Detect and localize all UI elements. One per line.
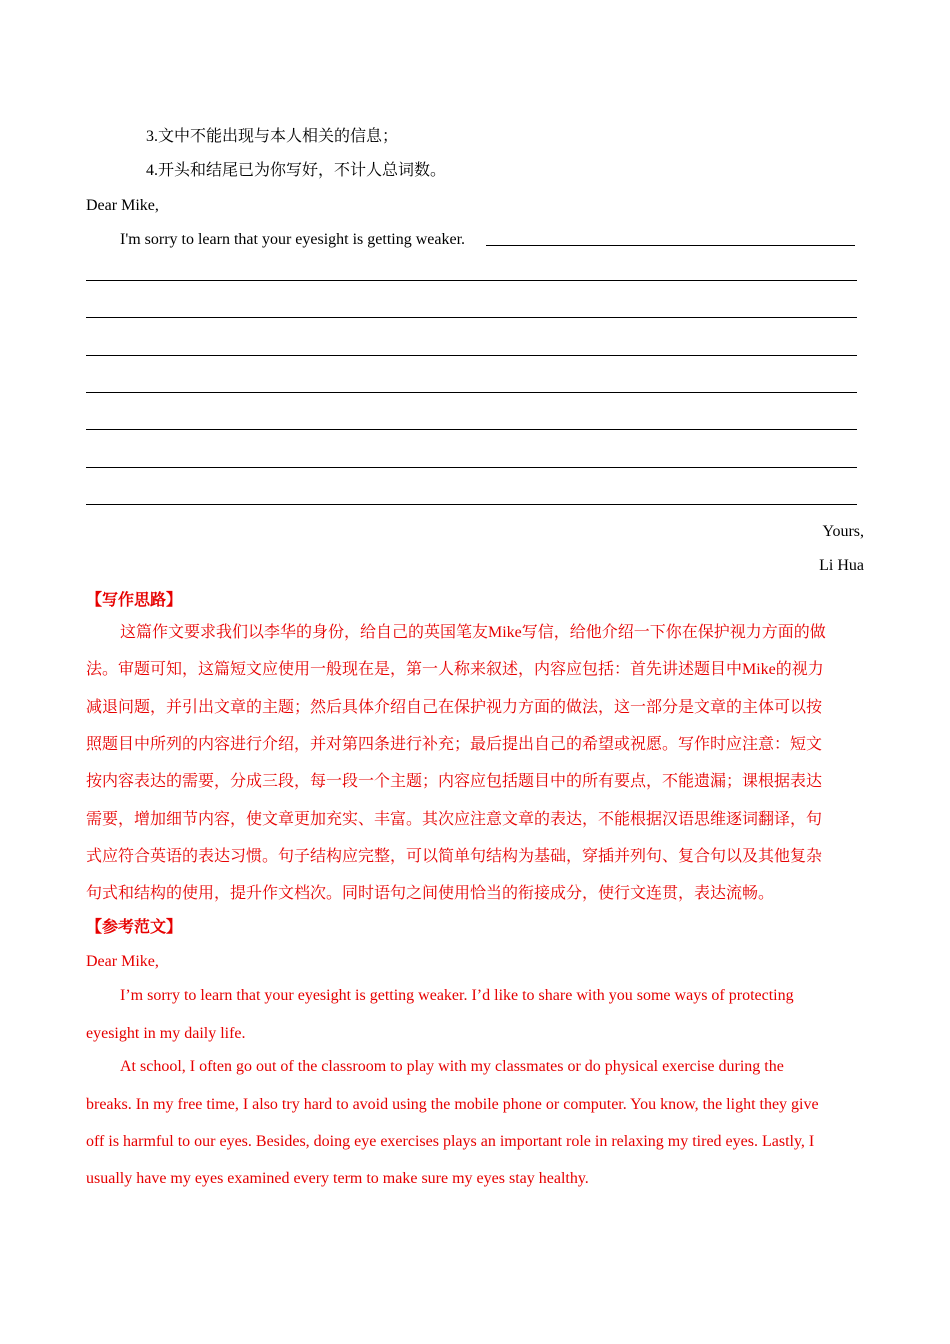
writing-line[interactable] [86,280,857,281]
analysis-line: 式应符合英语的表达习惯。句子结构应完整，可以简单句结构为基础，穿插并列句、复合句以及其他复杂 [86,848,823,865]
writing-line[interactable] [86,317,857,318]
sample-line: I’m sorry to learn that your eyesight is getting weaker. I’d like to share with you some ways of protecting [120,987,794,1004]
requirement-item-3: 3.文中不能出现与本人相关的信息； [146,128,399,145]
writing-line[interactable] [486,245,855,246]
sample-line: At school, I often go out of the classroom to play with my classmates or do physical exercise during the [120,1058,784,1075]
analysis-line: 这篇作文要求我们以李华的身份，给自己的英国笔友Mike写信，给他介绍一下你在保护视力方面的做 [120,624,826,641]
writing-line[interactable] [86,429,857,430]
writing-line[interactable] [86,355,857,356]
sample-salutation: Dear Mike, [86,953,159,970]
requirement-item-4: 4.开头和结尾已为你写好，不计人总词数。 [146,162,447,179]
analysis-heading: 【写作思路】 [86,592,183,609]
analysis-line: 照题目中所列的内容进行介绍，并对第四条进行补充；最后提出自己的希望或祝愿。写作时应注意：短文 [86,736,823,753]
analysis-line: 按内容表达的需要，分成三段，每一段一个主题；内容应包括题目中的所有要点，不能遗漏；课根据表达 [86,773,823,790]
letter-opening: I'm sorry to learn that your eyesight is getting weaker. [120,231,466,248]
letter-closing: Yours, [822,523,864,540]
writing-line[interactable] [86,392,857,393]
analysis-line: 需要，增加细节内容，使文章更加充实、丰富。其次应注意文章的表达，不能根据汉语思维逐词翻译，句 [86,811,823,828]
sample-heading: 【参考范文】 [86,919,183,936]
sample-line: eyesight in my daily life. [86,1025,246,1042]
writing-line[interactable] [86,504,857,505]
sample-line: usually have my eyes examined every term to make sure my eyes stay healthy. [86,1170,589,1187]
letter-signature: Li Hua [819,557,864,574]
analysis-line: 减退问题，并引出文章的主题；然后具体介绍自己在保护视力方面的做法，这一部分是文章的主体可以按 [86,699,823,716]
analysis-line: 句式和结构的使用，提升作文档次。同时语句之间使用恰当的衔接成分，使行文连贯，表达流畅。 [86,885,775,902]
writing-line[interactable] [86,467,857,468]
analysis-line: 法。审题可知，这篇短文应使用一般现在是，第一人称来叙述，内容应包括：首先讲述题目中Mike的视力 [86,661,824,678]
letter-salutation: Dear Mike, [86,197,159,214]
sample-line: breaks. In my free time, I also try hard to avoid using the mobile phone or computer. You know, the light they give [86,1096,819,1113]
sample-line: off is harmful to our eyes. Besides, doing eye exercises plays an important role in relaxing my tired eyes. Lastly, I [86,1133,815,1150]
